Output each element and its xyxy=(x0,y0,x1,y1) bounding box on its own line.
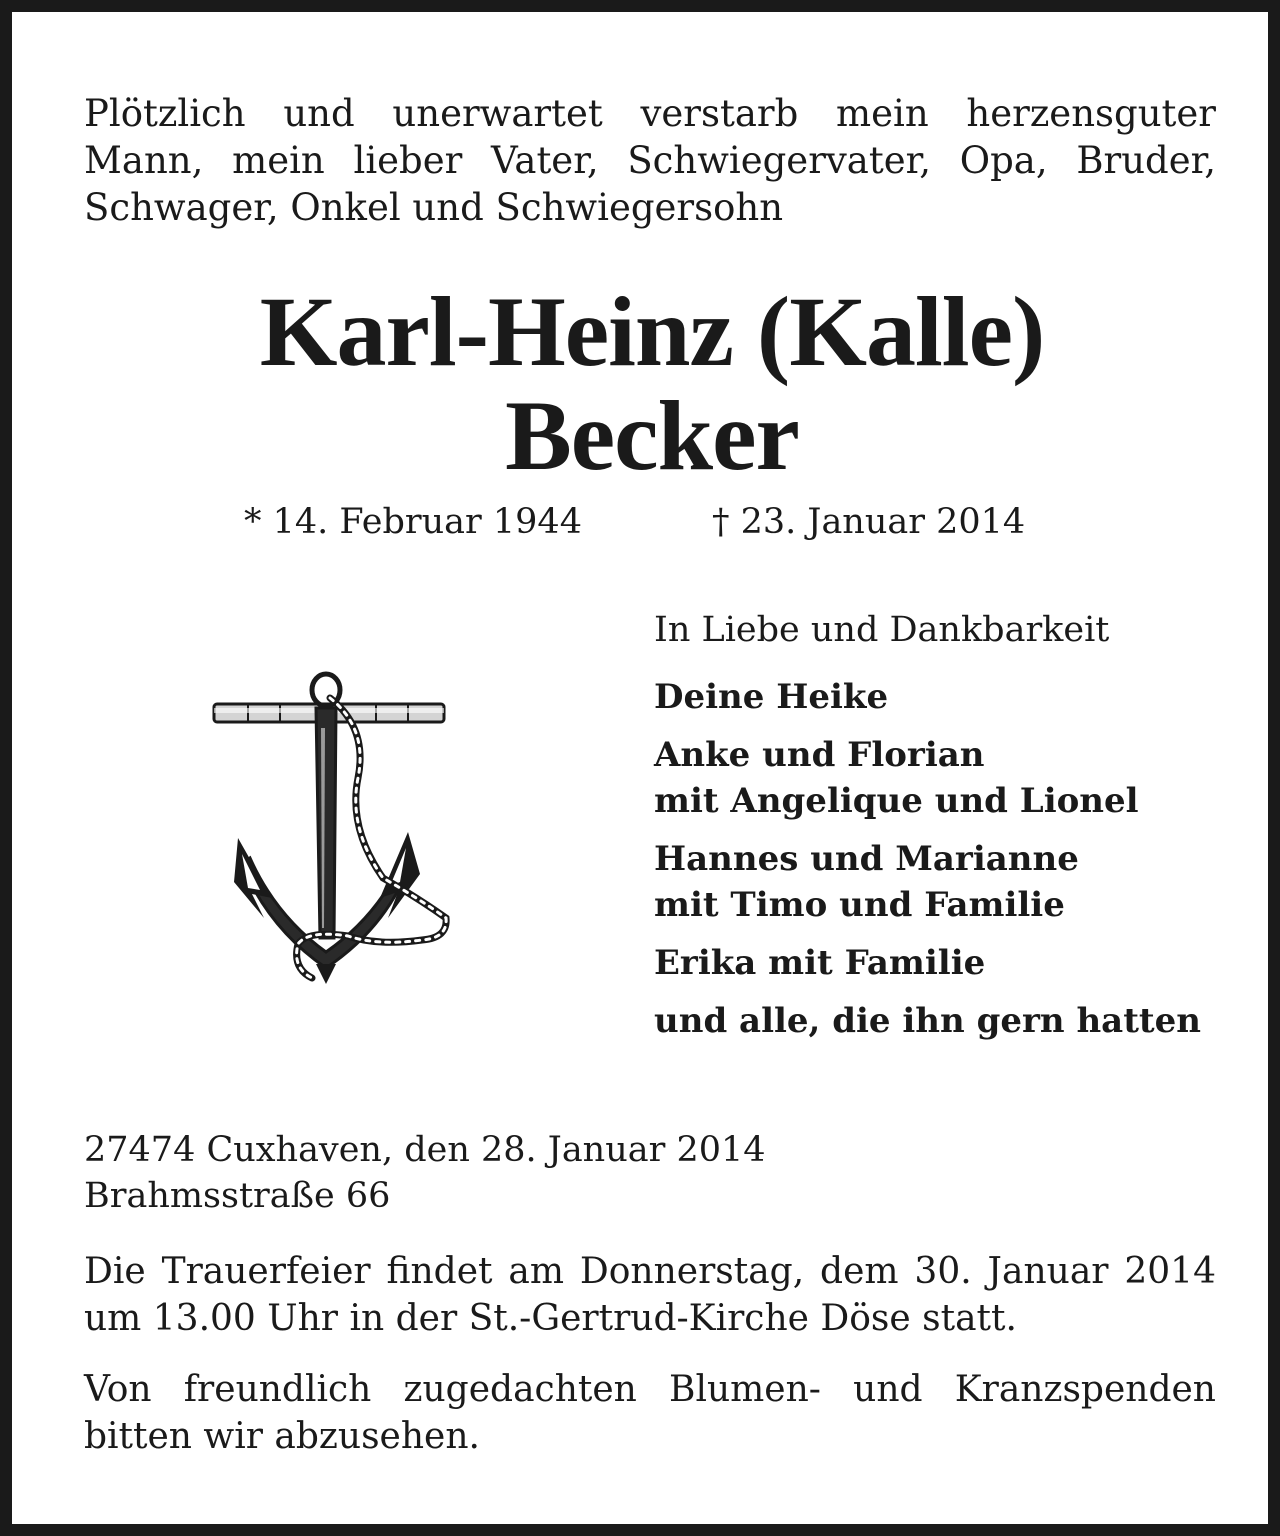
address-street: Brahmsstraße 66 xyxy=(84,1176,391,1216)
death-date: † 23. Januar 2014 xyxy=(712,502,1026,542)
mourner-line: mit Timo und Familie xyxy=(654,885,1065,925)
anchor-icon xyxy=(208,668,458,998)
mourner-group xyxy=(654,732,1234,824)
address-block xyxy=(84,1127,766,1219)
mourner-group xyxy=(654,940,1234,986)
mourner-line: mit Angelique und Lionel xyxy=(654,781,1139,821)
mourner-group xyxy=(654,998,1234,1044)
address-city-date: 27474 Cuxhaven, den 28. Januar 2014 xyxy=(84,1130,766,1170)
funeral-info: Die Trauerfeier findet am Donnerstag, dem 30. Januar 2014 um 13.00 Uhr in der St.-Gertrud-Kirche Döse statt. xyxy=(84,1251,1216,1339)
mourner-line: Deine Heike xyxy=(654,677,889,717)
birth-date: * 14. Februar 1944 xyxy=(244,502,582,542)
mourner-line: und alle, die ihn gern hatten xyxy=(654,1001,1201,1041)
dedication-text: In Liebe und Dankbarkeit xyxy=(654,610,1110,650)
mourner-line: Anke und Florian xyxy=(654,735,985,775)
mourner-line: Hannes und Marianne xyxy=(654,839,1079,879)
mourner-group xyxy=(654,836,1234,928)
deceased-name-line2: Becker xyxy=(505,380,799,491)
deceased-name-line1: Karl-Heinz (Kalle) xyxy=(259,276,1045,387)
deceased-name xyxy=(72,276,1232,491)
mourner-group xyxy=(654,674,1234,720)
intro-text: Plötzlich und unerwartet verstarb mein herzensguter Mann, mein lieber Vater, Schwiegervater, Opa, Bruder, Schwager, Onkel und Schwiegersohn xyxy=(84,92,1216,229)
mourner-line: Erika mit Familie xyxy=(654,943,986,983)
mourners-section xyxy=(654,608,1234,1054)
flowers-note: Von freundlich zugedachten Blumen- und Kranzspenden bitten wir abzusehen. xyxy=(84,1369,1216,1457)
